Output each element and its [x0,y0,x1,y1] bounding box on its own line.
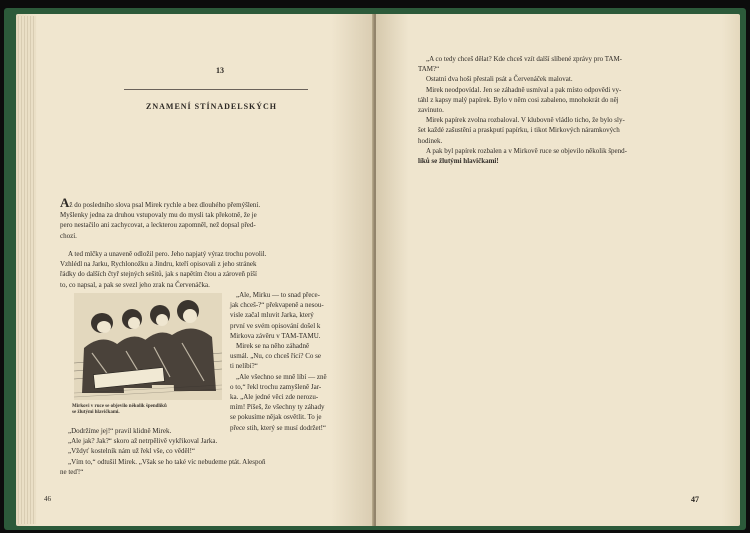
side-line-11: mím! Píšeš, že všechny ty záhady [230,403,325,412]
right-line-4: táhl z kapsy malý papírek. Bylo v něm cosi zabaleno, mnohokrát do něj [418,95,619,104]
right-line-6: Mirek papírek zvolna rozbaloval. V klubovně vládlo ticho, že bylo sly- [426,116,625,125]
side-line-8: „Ale všechno se mně líbí — zně [236,372,327,381]
para2-line-1: Vzhlédl na Jarku, Rychlonožku a Jindru, kteří opisovali z jeho stránek [60,260,257,269]
bottom-dialogue [60,426,356,477]
side-line-13: přece stih, který se musí dodržet!“ [230,423,327,432]
right-line-8: hodinek. [418,136,443,145]
side-line-5: Mirek se na něho záhadně [236,342,310,351]
second-paragraph [60,249,356,290]
caption-line-1: se žlutými hlavičkami. [72,410,120,416]
bottom-line-4: ne teď!“ [60,467,84,476]
illustration-caption [72,404,222,416]
side-line-9: o to,“ řekl trochu zamyšleně Jar- [230,382,322,391]
intro-paragraph [60,195,356,241]
right-line-10: líků se žlutými hlavičkami! [418,157,499,166]
side-line-3: první ve svém opisování došel k [230,321,321,330]
side-line-12: se pokusíme nějak osvětlit. To je [230,413,322,422]
para2-line-3: to, co napsal, a pak se svezl jeho zrak na Červenáčka. [60,280,210,289]
bottom-line-1: „Ale jak? Jak?“ skoro až netrpělivě vykřikoval Jarka. [68,437,218,446]
illustration [74,293,222,400]
side-line-4: Mirkova závěru v TAM-TAMU. [230,331,321,340]
intro-line-2: pero nestačilo ani zachycovat, a leckterou zapomněl, než dopsal před- [60,221,256,230]
intro-line-1: Myšlenky jedna za druhou vstupovaly mu do mysli tak překotně, že je [60,211,257,220]
left-page-number: 46 [44,495,51,503]
page-edges [18,16,36,524]
right-line-5: zavinuto. [418,106,444,115]
bottom-line-3: „Vím to,“ odtušil Mirek. „Však se ho také víc nebudeme ptát. Alespoň [68,457,266,466]
right-line-9: A pak byl papírek rozbalen a v Mirkově ruce se objevilo několik špend- [426,146,627,155]
chapter-title: ZNAMENÍ STÍNADELSKÝCH [146,102,278,111]
right-line-1: TAM?“ [418,65,440,74]
side-line-6: usmál. „Nu, co chceš říci? Co se [230,352,321,361]
right-line-0: „A co tedy chceš dělat? Kde chceš vzít další slíbené zprávy pro TAM- [426,55,623,63]
side-line-7: ti nelíbí?“ [230,362,258,371]
left-page [16,14,374,526]
side-line-2: visle začal mluvit Jarka, který [230,311,314,320]
right-line-2: Ostatní dva hoši přestali psát a Červenáček malovat. [426,75,573,84]
chapter-number: 13 [216,66,224,75]
drop-cap: A [60,195,70,210]
side-column-text [230,290,356,433]
right-page [376,14,740,526]
intro-line-3: chozí. [60,231,77,240]
right-line-7: šet každé zašustění a praskputí papírku, i tikot Mirkových náramkových [418,126,620,135]
bottom-line-2: „Vždyť kostelník nám už řekl vše, co věděl!“ [68,447,196,456]
intro-line-0: ž do posledního slova psal Mirek rychle a bez dlouhého přemýšlení. [69,201,261,209]
boys-at-table-illustration [74,293,222,400]
side-line-0: „Ale, Mirku — to snad přece- [236,291,320,299]
caption-line-0: Mirkovi v ruce se objevilo několik špendlíků [72,404,167,409]
chapter-rule [124,89,308,90]
para2-line-2: řádky do dalších čtyř stejných sešitů, jak s napětím čtou a zároveň píší [60,270,257,279]
side-line-1: jak chceš-?“ překvapeně a nesou- [230,301,324,310]
side-line-10: ka. „Ale jedné věci zde nerozu- [230,393,319,402]
right-line-3: Mirek neodpovídal. Jen se záhadně usmíval a pak místo odpovědi vy- [426,85,622,94]
bottom-line-0: „Dodržíme jej!“ pravil klidně Mirek. [68,427,172,435]
right-page-number: 47 [691,495,699,504]
para2-line-0: A ted mlčky a unaveně odložil pero. Jeho napjatý výraz trochu povolil. [68,250,267,258]
right-page-text [418,54,708,166]
